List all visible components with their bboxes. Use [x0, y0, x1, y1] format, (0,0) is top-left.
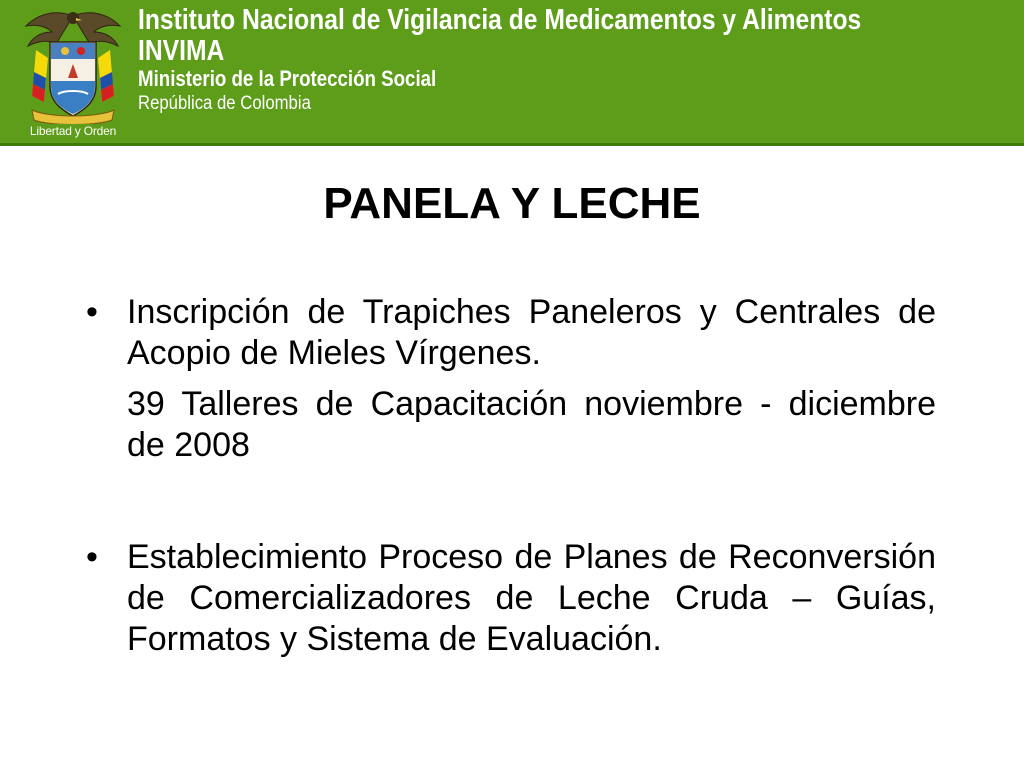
- bullet-item: [84, 292, 936, 374]
- institute-name: Instituto Nacional de Vigilancia de Medicamentos y Alimentos: [138, 4, 862, 36]
- bullet-text: Inscripción de Trapiches Paneleros y Centrales de Acopio de Mieles Vírgenes.: [127, 293, 936, 372]
- bullet-item: [84, 537, 936, 660]
- bullet-marker: •: [86, 293, 98, 331]
- bullet-continuation: 39 Talleres de Capacitación noviembre - diciembre de 2008: [127, 385, 936, 464]
- ministry-name: Ministerio de la Protección Social: [138, 66, 437, 91]
- bullet-marker: •: [86, 538, 98, 576]
- institute-acronym: INVIMA: [138, 35, 225, 67]
- header-text: [138, 4, 989, 116]
- header-band: [0, 0, 1024, 146]
- bullet-text: Establecimiento Proceso de Planes de Reconversión de Comercializadores de Leche Cruda – Guías, Formatos y Sistema de Evaluación.: [127, 538, 936, 658]
- slide-body: [84, 292, 936, 660]
- logo-motto: Libertad y Orden: [29, 124, 117, 138]
- coat-of-arms-icon: [18, 6, 128, 142]
- republic-name: República de Colombia: [138, 93, 311, 114]
- slide-title: PANELA Y LECHE: [323, 179, 701, 228]
